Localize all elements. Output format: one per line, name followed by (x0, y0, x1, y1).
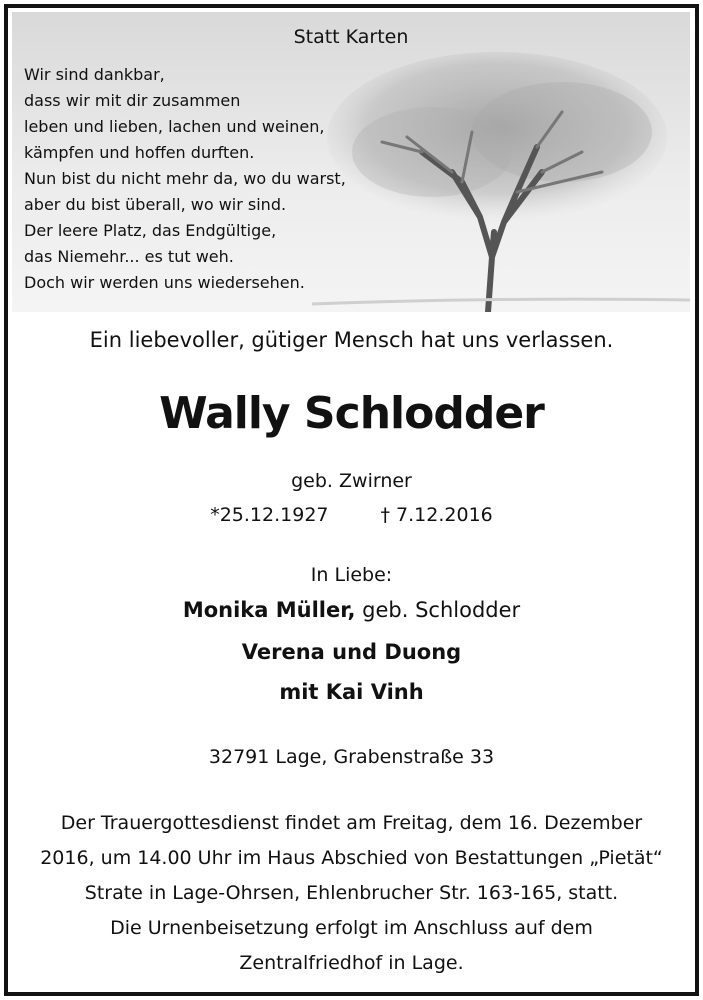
poem-line: Wir sind dankbar, (24, 65, 165, 84)
mourners-heading: In Liebe: (310, 564, 393, 586)
poem-panel (12, 12, 690, 312)
deceased-name: Wally Schlodder (159, 388, 544, 439)
mourner-line-2: Verena und Duong (241, 640, 462, 664)
poem-text (24, 62, 346, 296)
mourner-line-1 (0, 598, 703, 622)
service-line: Die Urnenbeisetzung erfolgt im Anschluss auf dem (110, 917, 593, 939)
service-line: Strate in Lage-Ohrsen, Ehlenbrucher Str. 163-165, statt. (84, 882, 619, 904)
poem-line: Doch wir werden uns wiedersehen. (24, 273, 305, 292)
mourner-name: Monika Müller, (182, 598, 356, 622)
address-text: 32791 Lage, Grabenstraße 33 (208, 746, 495, 768)
poem-line: leben und lieben, lachen und weinen, (24, 117, 325, 136)
service-line: 2016, um 14.00 Uhr im Haus Abschied von Bestattungen „Pietät“ (40, 847, 663, 869)
birth-date: *25.12.1927 (210, 504, 329, 526)
mourner-birth-name: geb. Schlodder (362, 598, 521, 622)
poem-line: aber du bist überall, wo wir sind. (24, 195, 287, 214)
service-line: Zentralfriedhof in Lage. (239, 952, 464, 974)
poem-line: Der leere Platz, das Endgültige, (24, 221, 277, 240)
poem-line: Nun bist du nicht mehr da, wo du warst, (24, 169, 346, 188)
statt-karten-heading: Statt Karten (293, 26, 409, 48)
poem-line: kämpfen und hoffen durften. (24, 143, 255, 162)
mourner-line-3: mit Kai Vinh (279, 680, 424, 704)
service-line: Der Trauergottesdienst findet am Freitag, dem 16. Dezember (60, 812, 643, 834)
intro-text: Ein liebevoller, gütiger Mensch hat uns verlassen. (89, 328, 614, 352)
poem-line: das Niemehr... es tut weh. (24, 247, 234, 266)
death-date: † 7.12.2016 (380, 504, 493, 526)
tree-illustration (312, 42, 690, 312)
birth-name: geb. Zwirner (291, 470, 412, 492)
service-notice (20, 806, 683, 981)
life-dates (0, 504, 703, 526)
poem-line: dass wir mit dir zusammen (24, 91, 241, 110)
